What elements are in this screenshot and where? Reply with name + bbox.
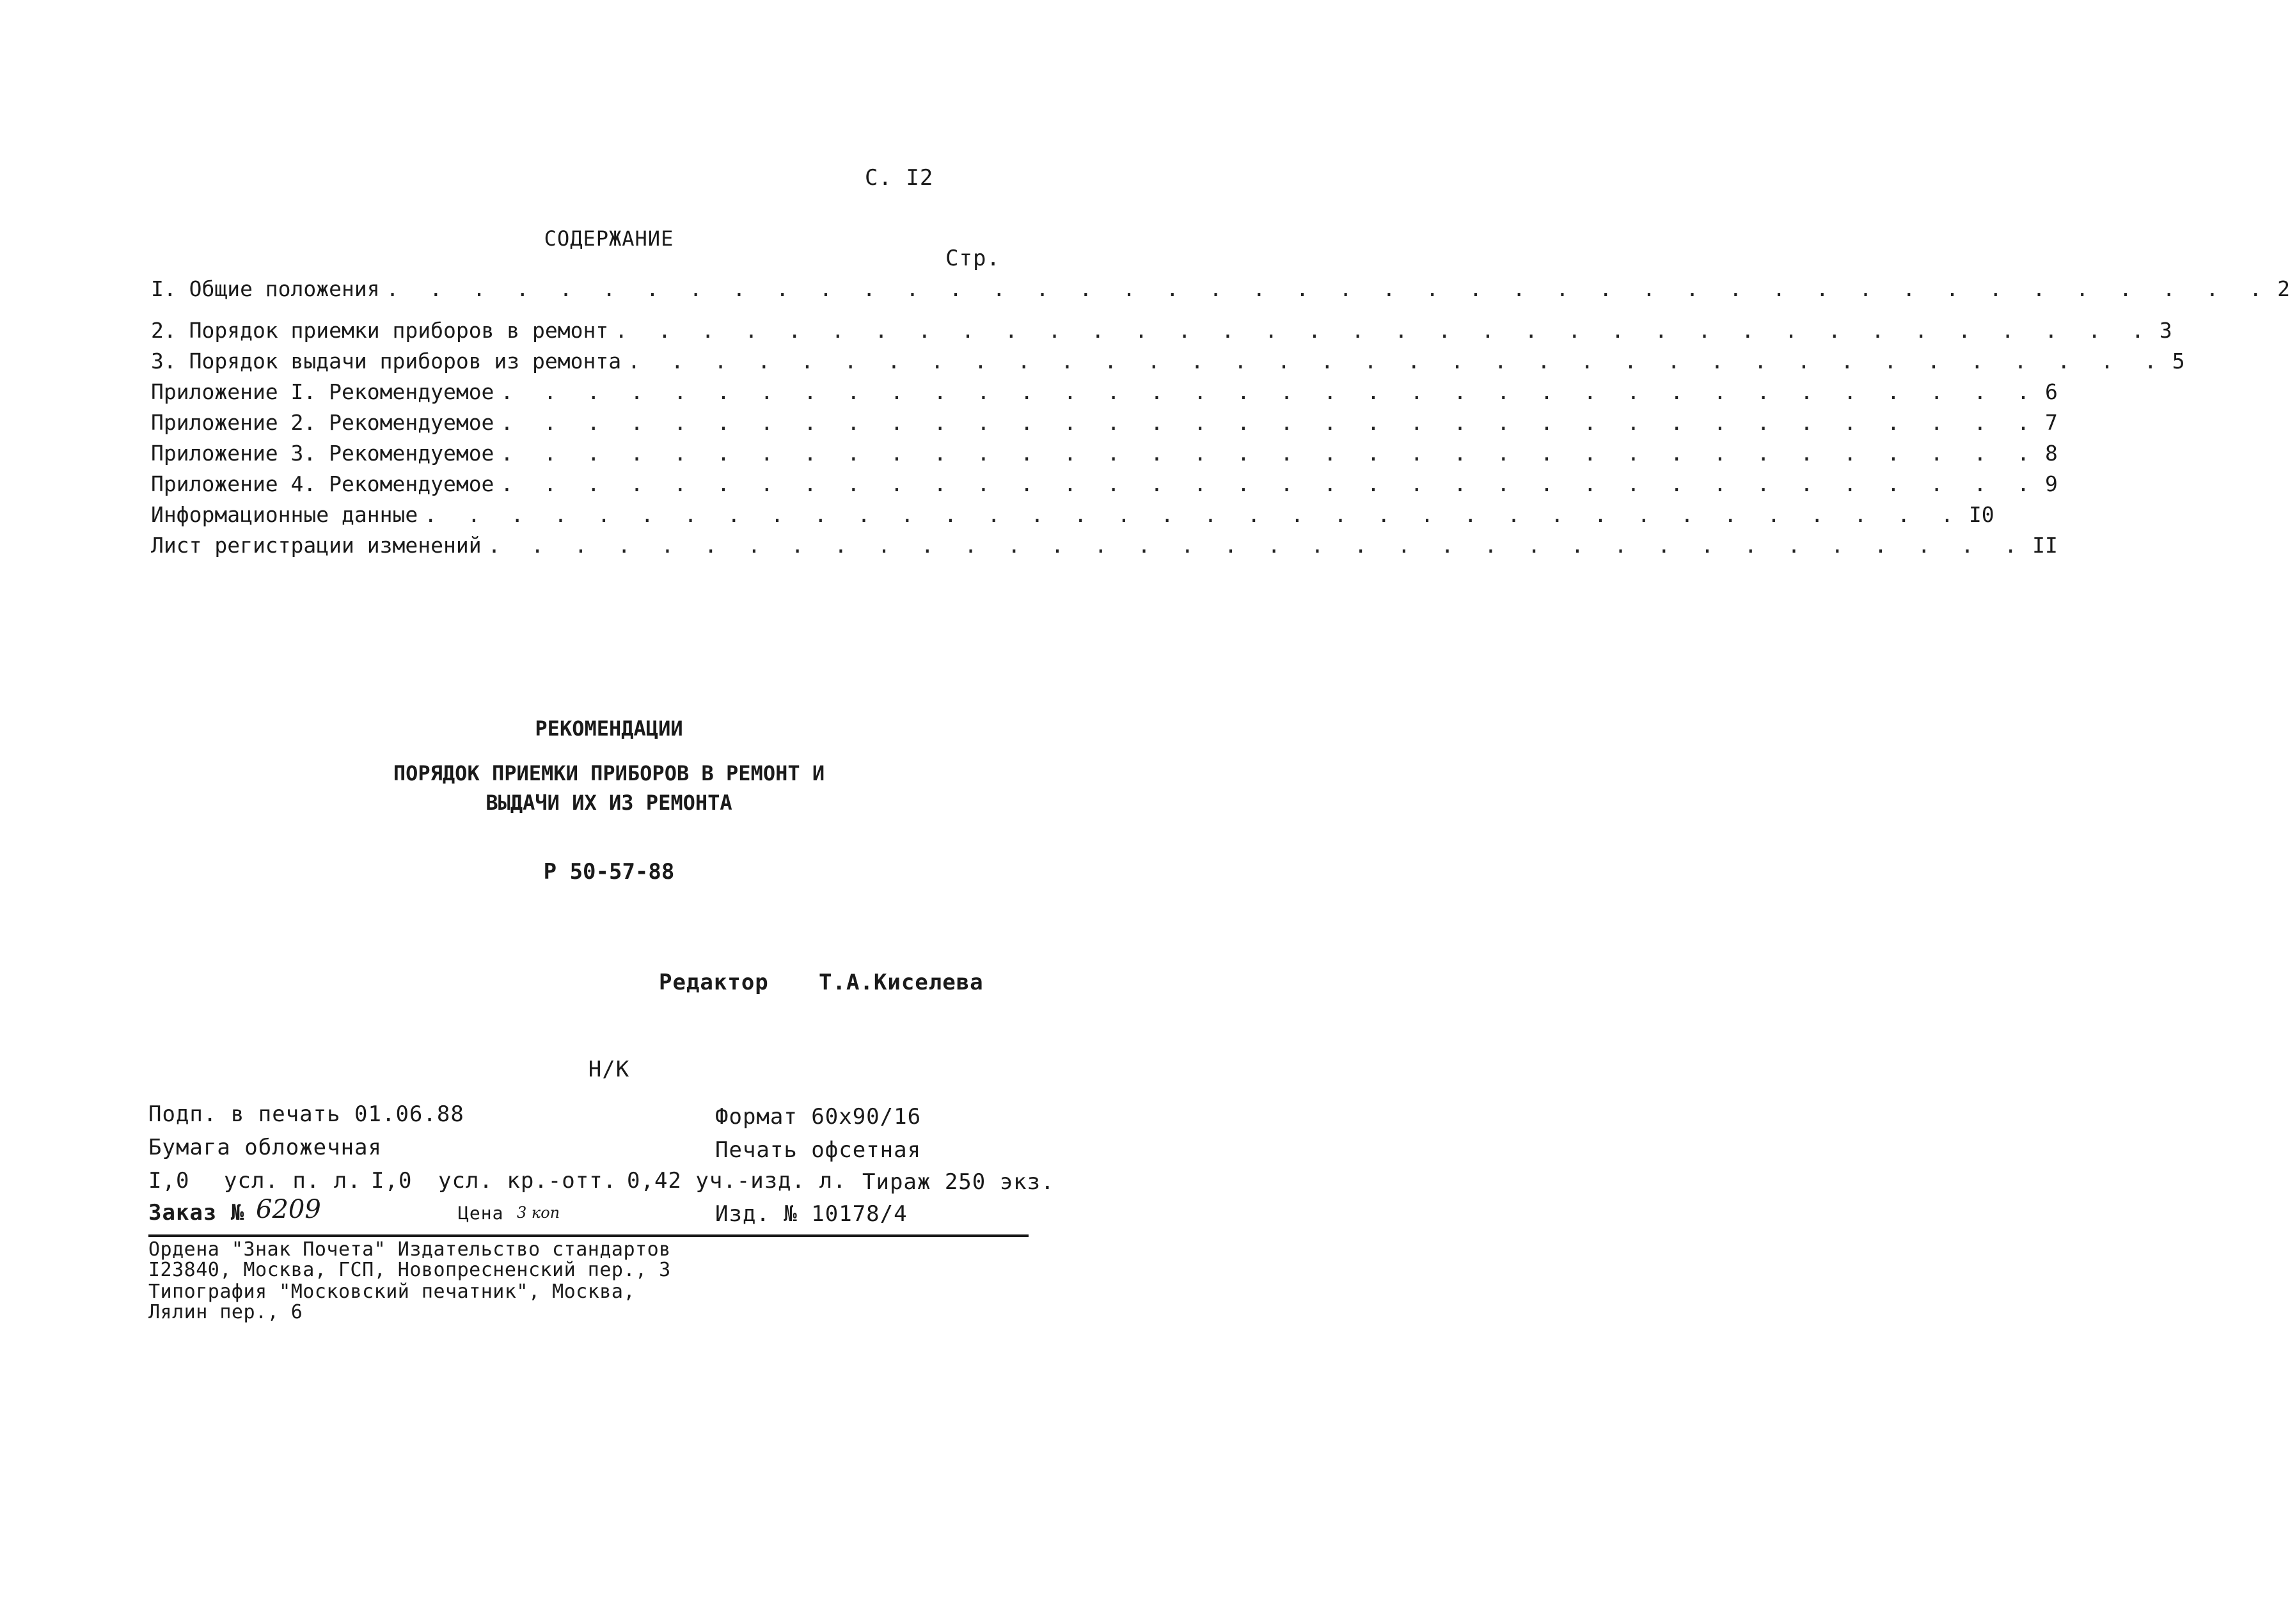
imprint-print: Печать офсетная: [715, 1137, 922, 1163]
toc-dot-leader: . . . . . . . . . . . . . . . . . . . . . . . . . . . . . . . . . . . .: [500, 471, 2039, 496]
imprint-order-label: Заказ №: [148, 1200, 245, 1226]
toc-item-title: Приложение 2. Рекомендуемое: [151, 410, 494, 435]
toc-item-title: Информационные данные: [151, 502, 418, 527]
toc-item: [151, 533, 2058, 564]
toc-item: [151, 502, 1994, 533]
toc-item-title: Приложение 3. Рекомендуемое: [151, 441, 494, 466]
toc-item: [151, 318, 2172, 349]
toc-item: [151, 349, 2185, 379]
publisher-line-1: Ордена "Знак Почета" Издательство стандартов: [148, 1238, 671, 1261]
imprint-edition: Изд. № 10178/4: [715, 1201, 908, 1227]
imprint-color-prints: I,0: [371, 1168, 413, 1194]
toc-dot-leader: . . . . . . . . . . . . . . . . . . . . . . . . . . . . . . . . . . . .: [500, 441, 2039, 466]
toc-dot-leader: . . . . . . . . . . . . . . . . . . . . . . . . . . . . . . . . . . . .: [424, 502, 1962, 527]
toc-item-title: 2. Порядок приемки приборов в ремонт: [151, 318, 609, 343]
toc-item-title: Приложение I. Рекомендуемое: [151, 379, 494, 404]
toc-item: [151, 379, 2058, 410]
toc-item-page: 6: [2045, 379, 2058, 404]
toc-heading: СОДЕРЖАНИЕ: [544, 226, 674, 251]
toc-item-title: Приложение 4. Рекомендуемое: [151, 471, 494, 496]
imprint-sheets-unit: усл. п. л.: [224, 1168, 361, 1194]
imprint-sheets: I,0: [148, 1168, 190, 1194]
toc-dot-leader: . . . . . . . . . . . . . . . . . . . . . . . . . . . . . . . . . . . .: [487, 533, 2026, 558]
publisher-line-4: Лялин пер., 6: [148, 1301, 303, 1323]
imprint-print-run: Тираж 250 экз.: [862, 1169, 1055, 1195]
nk-mark: Н/К: [588, 1057, 630, 1082]
document-title-line-2: ВЫДАЧИ ИХ ИЗ РЕМОНТА: [486, 791, 732, 815]
toc-item-page: 9: [2045, 471, 2058, 496]
publisher-line-2: I23840, Москва, ГСП, Новопресненский пер., 3: [148, 1259, 671, 1281]
toc-dot-leader: . . . . . . . . . . . . . . . . . . . . . . . . . . . . . . . . . . . .: [500, 410, 2039, 435]
imprint-paper: Бумага обложечная: [148, 1135, 382, 1160]
toc-item-title: I. Общие положения: [151, 276, 380, 301]
toc-item-title: Лист регистрации изменений: [151, 533, 482, 558]
toc-dot-leader: . . . . . . . . . . . . . . . . . . . . . . . . . . . . . . . . . . . . . . . . . . . .: [386, 276, 2271, 301]
toc-item-title: 3. Порядок выдачи приборов из ремонта: [151, 349, 622, 374]
document-code: Р 50-57-88: [543, 859, 675, 885]
toc-item-page: 3: [2159, 318, 2172, 343]
toc-item-page: 8: [2045, 441, 2058, 466]
editor-label: Редактор: [659, 970, 769, 995]
toc-item-page: II: [2032, 533, 2058, 558]
imprint-signed: Подп. в печать 01.06.88: [148, 1101, 464, 1127]
toc-item-page: I0: [1968, 502, 1994, 527]
imprint-price-value: 3 коп: [517, 1204, 560, 1222]
toc-page-column-label: Стр.: [945, 246, 1000, 271]
toc-dot-leader: . . . . . . . . . . . . . . . . . . . . . . . . . . . . . . . . . . . .: [500, 379, 2039, 404]
imprint-order-number: 6209: [256, 1195, 321, 1224]
imprint-divider: [148, 1234, 1029, 1237]
imprint-publishing-sheets: 0,42 уч.-изд. л.: [627, 1168, 847, 1194]
document-kind: РЕКОМЕНДАЦИИ: [535, 716, 683, 741]
page-number: С. I2: [865, 165, 934, 191]
toc-dot-leader: . . . . . . . . . . . . . . . . . . . . . . . . . . . . . . . . . . . .: [628, 349, 2166, 374]
imprint-color-prints-unit: усл. кр.-отт.: [438, 1168, 617, 1194]
toc-item: [151, 276, 2290, 307]
toc-item-page: 5: [2172, 349, 2185, 374]
editor-name: Т.А.Киселева: [819, 970, 984, 995]
toc-item: [151, 441, 2058, 471]
publisher-line-3: Типография "Московский печатник", Москва,: [148, 1281, 636, 1303]
toc-dot-leader: . . . . . . . . . . . . . . . . . . . . . . . . . . . . . . . . . . . .: [615, 318, 2153, 343]
imprint-format: Формат 60х90/16: [715, 1104, 922, 1130]
toc-item: [151, 471, 2058, 502]
toc-item: [151, 410, 2058, 441]
document-title-line-1: ПОРЯДОК ПРИЕМКИ ПРИБОРОВ В РЕМОНТ И: [393, 761, 825, 785]
imprint-price-label: Цена: [458, 1202, 504, 1224]
toc-item-page: 2: [2277, 276, 2290, 301]
toc-item-page: 7: [2045, 410, 2058, 435]
